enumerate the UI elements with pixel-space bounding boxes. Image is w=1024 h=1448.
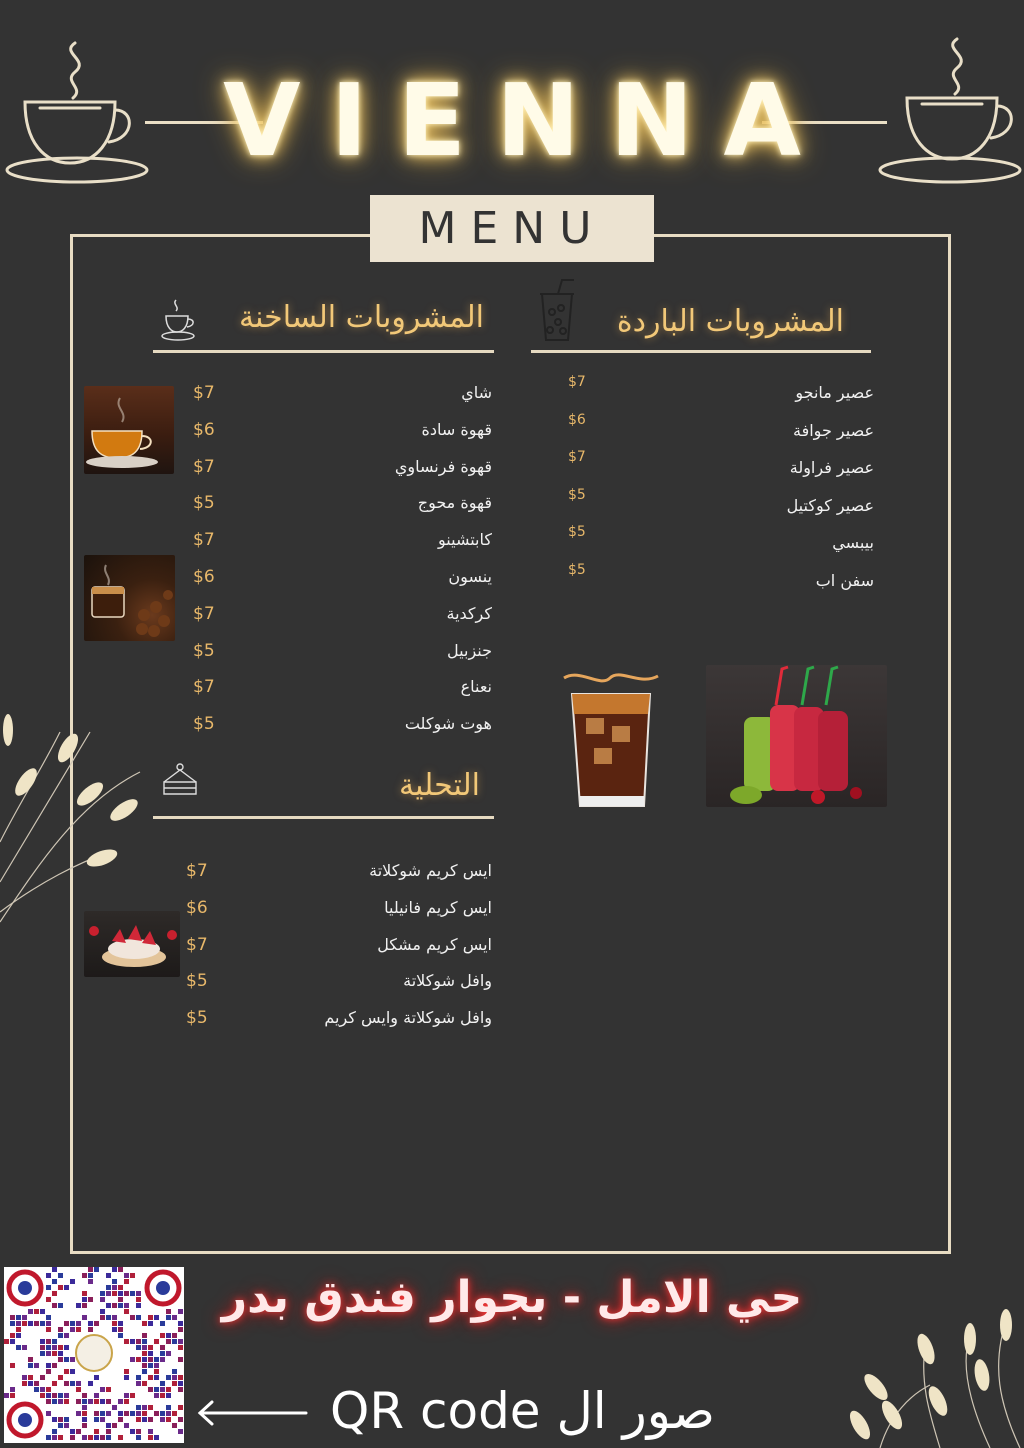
teacup-icon xyxy=(160,298,198,342)
smoothies-photo xyxy=(706,665,887,807)
wheat-decoration-left-icon xyxy=(0,712,150,932)
cold-item-price: $5 xyxy=(568,524,586,540)
menu-label: MENU xyxy=(370,195,654,262)
address-text: حي الامل - بجوار فندق بدر xyxy=(221,1272,803,1323)
hot-item-price: $5 xyxy=(193,640,215,661)
hot-item-price: $6 xyxy=(193,567,215,587)
dessert-item-price: $5 xyxy=(186,1008,208,1029)
hot-item-name: ينسون xyxy=(448,567,492,586)
cold-item-name: عصير مانجو xyxy=(795,383,874,402)
hot-item-name: جنزبيل xyxy=(447,640,492,660)
dessert-item-name: ايس كريم شوكلاتة xyxy=(369,861,492,880)
hot-item-name: نعناع xyxy=(460,677,492,697)
brand-title: VIENNA xyxy=(223,62,831,179)
hot-item-price: $7 xyxy=(193,603,215,624)
dessert-item-name: وافل شوكلاتة xyxy=(403,971,492,991)
cold-drinks-divider xyxy=(531,350,871,353)
hot-item-name: كابتشينو xyxy=(438,530,492,550)
hot-item-price: $6 xyxy=(193,419,215,440)
hot-drinks-divider xyxy=(153,350,494,353)
cold-item-price: $5 xyxy=(568,561,586,578)
arrow-left-icon xyxy=(196,1400,310,1426)
dessert-item-price: $5 xyxy=(186,971,208,992)
cold-item-price: $6 xyxy=(568,411,586,428)
cold-item-name: عصير جوافة xyxy=(793,420,874,440)
hot-item-price: $7 xyxy=(193,456,215,477)
wheat-decoration-right-icon xyxy=(820,1305,1024,1448)
qr-code[interactable] xyxy=(4,1267,184,1443)
hot-item-name: قهوة محوج xyxy=(417,493,492,513)
cold-item-name: سفن اب xyxy=(815,570,874,590)
hot-item-name: قهوة فرنساوي xyxy=(394,456,492,476)
cold-item-name: عصير فراولة xyxy=(789,458,874,477)
cake-icon xyxy=(160,760,200,800)
tea-photo xyxy=(84,386,174,474)
dessert-title: التحلية xyxy=(399,768,480,803)
cold-item-price: $7 xyxy=(568,449,586,465)
hot-item-price: $7 xyxy=(193,530,215,551)
dessert-item-price: $6 xyxy=(186,897,208,918)
cold-item-name: بيبسي xyxy=(832,533,874,552)
espresso-photo xyxy=(84,555,175,641)
hot-drinks-title: المشروبات الساخنة xyxy=(239,300,484,335)
hot-item-price: $7 xyxy=(193,383,215,403)
dessert-divider xyxy=(153,816,494,819)
dessert-item-name: ايس كريم فانيليا xyxy=(384,897,492,917)
hot-item-price: $5 xyxy=(193,714,215,735)
cold-drinks-title: المشروبات الباردة xyxy=(616,304,844,339)
cold-cup-icon xyxy=(536,278,578,344)
cold-item-price: $5 xyxy=(568,486,586,503)
dessert-item-price: $7 xyxy=(186,934,208,955)
hot-item-name: قهوة سادة xyxy=(421,419,492,439)
hot-item-name: هوت شوكلت xyxy=(404,714,492,734)
hot-item-price: $7 xyxy=(193,677,215,698)
dessert-item-name: وافل شوكلاتة وايس كريم xyxy=(324,1008,492,1028)
cold-item-name: عصير كوكتيل xyxy=(786,495,874,515)
hot-item-name: شاي xyxy=(461,383,492,402)
cold-item-price: $7 xyxy=(568,374,586,390)
qr-instruction-text: صور ال QR code xyxy=(330,1382,716,1440)
dessert-item-name: ايس كريم مشكل xyxy=(377,934,492,954)
cola-glass-photo xyxy=(560,668,662,813)
dessert-item-price: $7 xyxy=(186,861,208,881)
hot-item-price: $5 xyxy=(193,493,215,514)
hot-item-name: كركدية xyxy=(446,603,492,623)
